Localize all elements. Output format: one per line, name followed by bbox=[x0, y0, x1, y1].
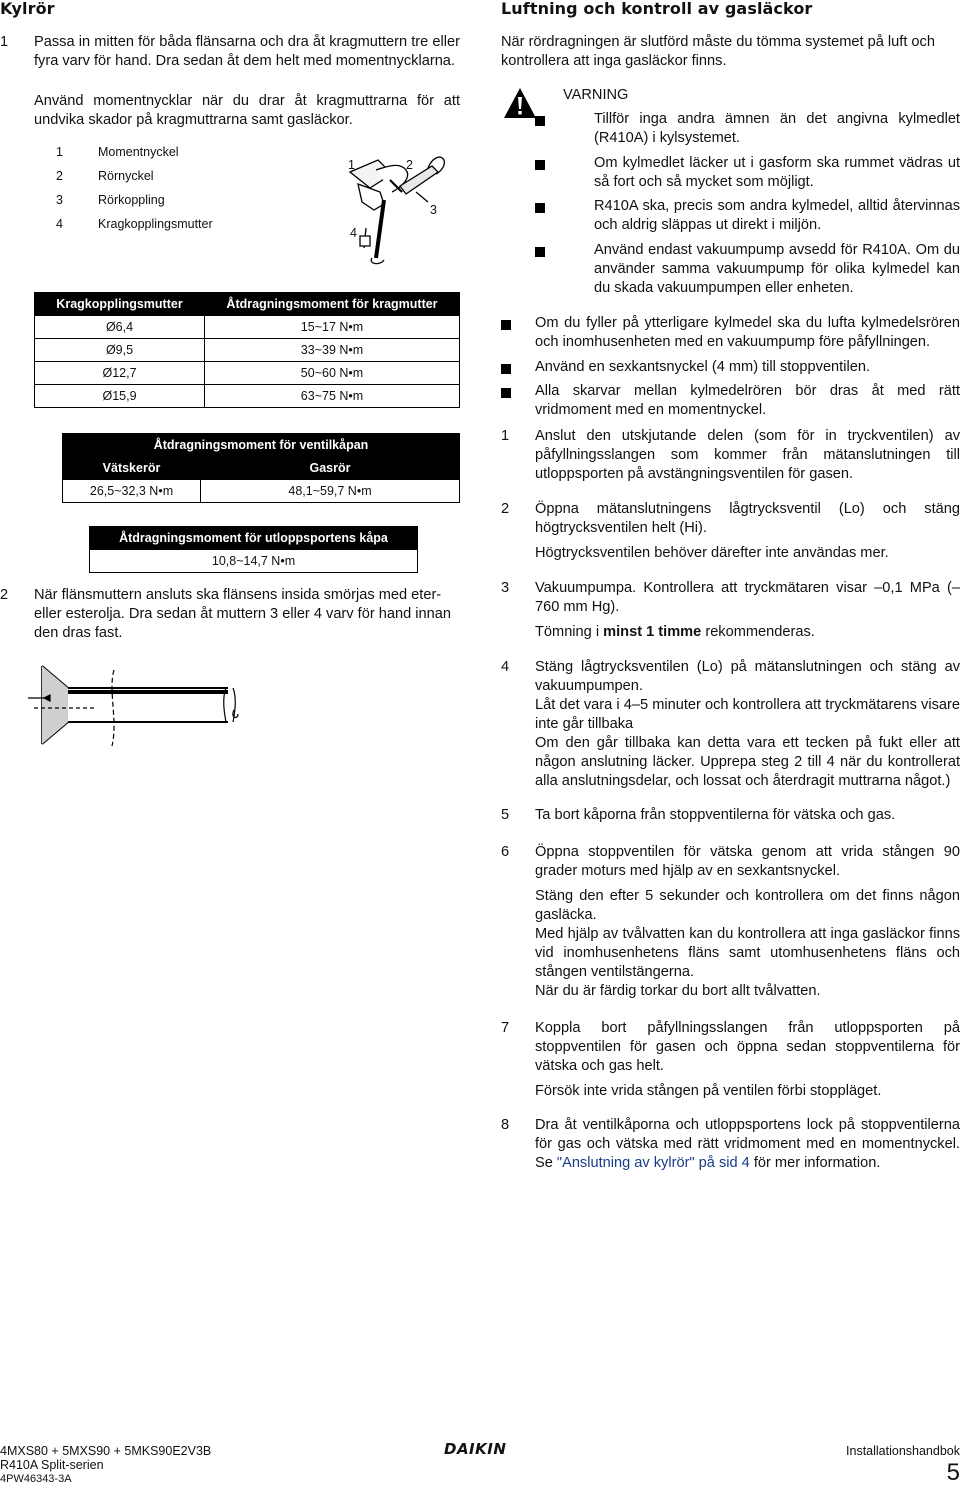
bullet-square-icon bbox=[535, 160, 545, 170]
table-cell: 50~60 N•m bbox=[205, 362, 460, 385]
note-bold: minst 1 timme bbox=[603, 624, 702, 640]
step-7 bbox=[501, 1019, 960, 1104]
step-number: 6 bbox=[501, 844, 510, 860]
flare-torque-table bbox=[34, 292, 460, 408]
table-row bbox=[35, 339, 460, 362]
step-extra: När du är färdig torkar du bort allt tvålvatten. bbox=[535, 983, 821, 999]
step-text: När flänsmuttern ansluts ska flänsens insida smörjas med eter- eller esterolja. Dra sedan åt muttern 3 eller 4 varv för hand innan den dras fast. bbox=[34, 587, 451, 641]
section-title-luftning: Luftning och kontroll av gasläckor bbox=[501, 0, 813, 18]
step-text: Öppna mätanslutningens lågtrycksventil (Lo) och stäng högtrycksventilen helt (Hi). bbox=[535, 501, 960, 536]
step-6 bbox=[501, 843, 960, 1008]
step-note: Högtrycksventilen behöver därefter inte användas mer. bbox=[535, 545, 889, 561]
bullet-square-icon bbox=[535, 247, 545, 257]
step-extra: Med hjälp av tvålvatten kan du kontrollera att inga gasläckor finns vid inomhusenhetens fläns samt utomhusenhetens fläns och stången ventilstängerna. bbox=[535, 926, 960, 980]
step-extra: Om den går tillbaka kan detta vara ett tecken på fukt eller att någon anslutning läcker. Upprepa steg 2 till 4 när du kontrollerat alla anslutningsdelar, och lossat och återdragit muttrarna något.) bbox=[535, 735, 960, 789]
step-text: Koppla bort påfyllningsslangen från utloppsporten på stoppventilen för gasen och öppna sedan stoppventilerna för vätska och gas helt. bbox=[535, 1020, 960, 1074]
table-cell: 10,8~14,7 N•m bbox=[90, 550, 418, 573]
table-cell: 48,1~59,7 N•m bbox=[201, 480, 460, 503]
torque-wrench-figure bbox=[340, 140, 460, 270]
table-cell: 63~75 N•m bbox=[205, 385, 460, 408]
table-header: Åtdragningsmoment för kragmutter bbox=[205, 293, 460, 316]
step-note: Stäng den efter 5 sekunder och kontrollera om det finns någon gasläcka. bbox=[535, 888, 960, 923]
list-item-text: Alla skarvar mellan kylmedelrören bör dras åt med rätt vridmoment med en momentnyckel. bbox=[535, 383, 960, 418]
legend-num-4: 4 bbox=[56, 217, 63, 231]
bullet-square-icon bbox=[501, 364, 511, 374]
step-8 bbox=[501, 1116, 960, 1180]
step-number: 2 bbox=[0, 587, 9, 603]
step-text-2: Använd momentnycklar när du drar åt kragmuttrarna för att undvika skador på kragmuttrarna samt gasläckor. bbox=[34, 93, 460, 128]
bullet-square-icon bbox=[535, 203, 545, 213]
footer-manual-title: Installationshandbok bbox=[846, 1444, 960, 1458]
table-row bbox=[35, 362, 460, 385]
step-4 bbox=[501, 658, 960, 798]
brand-wordmark: DAIKIN bbox=[444, 1440, 507, 1458]
step-number: 2 bbox=[501, 501, 510, 517]
list-item-text: Använd endast vakuumpump avsedd för R410A. Om du använder samma vakuumpump för olika kylmedel kan du skada vakuumpumpen eller enheten. bbox=[594, 242, 960, 296]
list-item-text: Om du fyller på ytterligare kylmedel ska du lufta kylmedelsrören och inomhusenheten med en vakuumpump före påfyllningen. bbox=[535, 315, 960, 350]
step-number: 1 bbox=[0, 34, 9, 50]
step-note bbox=[535, 623, 960, 642]
step-number: 4 bbox=[501, 659, 510, 675]
step-number: 5 bbox=[501, 807, 510, 823]
list-item bbox=[535, 197, 960, 235]
footer-doc-number: 4PW46343-3A bbox=[0, 1473, 72, 1485]
left-step-1 bbox=[0, 33, 460, 143]
legend-num-3: 3 bbox=[56, 193, 63, 207]
footer-model: 4MXS80 + 5MXS90 + 5MKS90E2V3B bbox=[0, 1444, 212, 1458]
figure-callout-3: 3 bbox=[430, 203, 437, 217]
table-cell: Ø12,7 bbox=[35, 362, 205, 385]
table-cell: Ø15,9 bbox=[35, 385, 205, 408]
list-item bbox=[501, 358, 960, 377]
legend-label-1: Momentnyckel bbox=[98, 145, 179, 159]
step-2 bbox=[501, 500, 960, 564]
table-row bbox=[63, 480, 460, 503]
bullet-square-icon bbox=[535, 116, 545, 126]
warning-label: VARNING bbox=[563, 87, 629, 103]
bullet-list bbox=[501, 314, 960, 424]
table-header: Kragkopplingsmutter bbox=[35, 293, 205, 316]
step-text: Stäng lågtrycksventilen (Lo) på mätanslutningen och stäng av vakuumpumpen. bbox=[535, 659, 960, 694]
step-text bbox=[535, 1116, 960, 1173]
list-item bbox=[535, 154, 960, 192]
step-text: Anslut den utskjutande delen (som för in tryckventilen) av påfyllningsslangen som kommer från mätanslutningen till utloppsporten på avstängningsventilen för gasen. bbox=[535, 428, 960, 482]
warning-list bbox=[535, 110, 960, 300]
step-text: Vakuumpumpa. Kontrollera att tryckmätaren visar –0,1 MPa (–760 mm Hg). bbox=[535, 580, 960, 615]
figure-callout-2: 2 bbox=[406, 158, 413, 172]
footer-series: R410A Split-serien bbox=[0, 1458, 104, 1472]
figure-legend bbox=[56, 143, 256, 243]
step-extra: Låt det vara i 4–5 minuter och kontrollera att tryckmätarens visare inte går tillbaka bbox=[535, 697, 960, 732]
table-header: Vätskerör bbox=[63, 457, 201, 480]
cross-reference-link[interactable]: "Anslutning av kylrör" på sid 4 bbox=[556, 1155, 750, 1171]
daikin-logo bbox=[444, 1440, 518, 1460]
step-number: 3 bbox=[501, 580, 510, 596]
left-step-2 bbox=[0, 586, 460, 646]
warning-triangle-icon bbox=[503, 87, 537, 119]
figure-callout-4: 4 bbox=[350, 226, 357, 240]
warning-icon bbox=[503, 87, 537, 119]
list-item-text: Om kylmedlet läcker ut i gasform ska rummet vädras ut så fort och så mycket som möjligt. bbox=[594, 155, 960, 190]
table-row bbox=[35, 385, 460, 408]
list-item-text: Använd en sexkantsnyckel (4 mm) till stoppventilen. bbox=[535, 359, 871, 375]
table-title: Åtdragningsmoment för utloppsportens kåpa bbox=[90, 527, 418, 550]
step-3 bbox=[501, 579, 960, 643]
table-header: Gasrör bbox=[201, 457, 460, 480]
step-text: Öppna stoppventilen för vätska genom att vrida stången 90 grader moturs med hjälp av en sexkantsnyckel. bbox=[535, 844, 960, 879]
table-cell: 33~39 N•m bbox=[205, 339, 460, 362]
step-number: 1 bbox=[501, 428, 510, 444]
table-cell: 15~17 N•m bbox=[205, 316, 460, 339]
section-title-kylror: Kylrör bbox=[0, 0, 55, 18]
list-item bbox=[535, 110, 960, 148]
list-item bbox=[501, 382, 960, 420]
note-pre: Tömning i bbox=[535, 624, 604, 640]
list-item-text: Tillför inga andra ämnen än det angivna kylmedlet (R410A) i kylsystemet. bbox=[594, 111, 960, 146]
table-row bbox=[90, 550, 418, 573]
table-cell: Ø9,5 bbox=[35, 339, 205, 362]
table-row bbox=[35, 316, 460, 339]
valve-cap-torque-table bbox=[62, 433, 460, 503]
legend-num-2: 2 bbox=[56, 169, 63, 183]
page-number: 5 bbox=[946, 1459, 960, 1486]
legend-label-2: Rörnyckel bbox=[98, 169, 154, 183]
port-cap-torque-table bbox=[89, 526, 418, 573]
step-1 bbox=[501, 427, 960, 487]
step-5 bbox=[501, 806, 960, 828]
legend-num-1: 1 bbox=[56, 145, 63, 159]
legend-label-4: Kragkopplingsmutter bbox=[98, 217, 213, 231]
list-item-text: R410A ska, precis som andra kylmedel, alltid återvinnas och aldrig släppas ut direkt i miljön. bbox=[594, 198, 960, 233]
list-item bbox=[535, 241, 960, 298]
table-cell: 26,5~32,3 N•m bbox=[63, 480, 201, 503]
legend-label-3: Rörkoppling bbox=[98, 193, 165, 207]
bullet-square-icon bbox=[501, 388, 511, 398]
step-text-pre: Dra åt ventilkåporna och utloppsportens lock på stoppventilerna för gas och vätska med rätt vridmoment med en momentnyckel. Se bbox=[535, 1117, 960, 1171]
note-post: rekommenderas. bbox=[701, 624, 815, 640]
step-text-post: för mer information. bbox=[749, 1155, 881, 1171]
step-number: 7 bbox=[501, 1020, 510, 1036]
table-title: Åtdragningsmoment för ventilkåpan bbox=[63, 434, 460, 457]
flare-pipe-figure bbox=[28, 660, 258, 750]
step-number: 8 bbox=[501, 1117, 510, 1133]
intro-text: När rördragningen är slutförd måste du tömma systemet på luft och kontrollera att inga gasläckor finns. bbox=[501, 34, 935, 69]
table-cell: Ø6,4 bbox=[35, 316, 205, 339]
bullet-square-icon bbox=[501, 320, 511, 330]
step-note: Försök inte vrida stången på ventilen förbi stoppläget. bbox=[535, 1083, 882, 1099]
list-item bbox=[501, 314, 960, 352]
figure-callout-1: 1 bbox=[348, 158, 355, 172]
step-text: Ta bort kåporna från stoppventilerna för vätska och gas. bbox=[535, 807, 896, 823]
step-text: Passa in mitten för båda flänsarna och dra åt kragmuttern tre eller fyra varv för hand. Dra sedan åt dem helt med momentnycklarna. bbox=[34, 34, 460, 69]
